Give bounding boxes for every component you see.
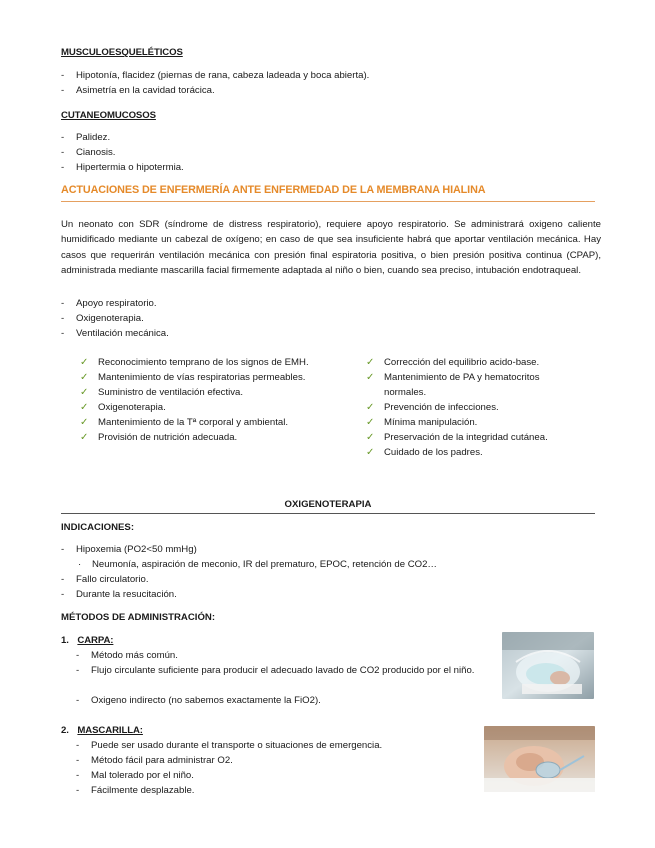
dash-bullet: - xyxy=(61,132,65,143)
dash-bullet: - xyxy=(76,665,80,676)
section-rule xyxy=(61,513,595,514)
check-item: ✓ Mínima manipulación. xyxy=(366,417,478,428)
list-item: - Método más común. xyxy=(76,650,178,661)
oxygen-hood-photo xyxy=(502,632,594,699)
check-icon: ✓ xyxy=(366,357,375,368)
list-item: - Asimetría en la cavidad torácica. xyxy=(61,85,215,96)
carpa-title: CARPA: xyxy=(77,635,114,646)
dash-bullet: - xyxy=(76,740,80,751)
list-item: - Fallo circulatorio. xyxy=(61,574,149,585)
list-item: - Oxigenoterapia. xyxy=(61,313,144,324)
list-item: - Durante la resucitación. xyxy=(61,589,177,600)
check-icon: ✓ xyxy=(366,417,375,428)
check-item: ✓ Preservación de la integridad cutánea. xyxy=(366,432,548,443)
carpa-list xyxy=(76,648,481,708)
section-title-musculo: MUSCULOESQUELÉTICOS xyxy=(61,47,183,58)
check-item: ✓ Prevención de infecciones. xyxy=(366,402,499,413)
list-item: - Palidez. xyxy=(61,132,111,143)
list-item: - Hipertermia o hipotermia. xyxy=(61,162,184,173)
list-item: · Neumonía, aspiración de meconio, IR del prematuro, EPOC, retención de CO2… xyxy=(78,559,438,570)
dash-bullet: - xyxy=(61,544,65,555)
section-title-cutaneo: CUTANEOMUCOSOS xyxy=(61,110,156,121)
dash-bullet: - xyxy=(61,70,65,81)
check-item: ✓ Mantenimiento de vías respiratorias permeables. xyxy=(80,372,306,383)
list-item: - Método fácil para administrar O2. xyxy=(76,755,233,766)
dash-bullet: - xyxy=(76,785,80,796)
dash-bullet: - xyxy=(76,650,80,661)
list-item: - Flujo circulante suficiente para producir el adecuado lavado de CO2 producido por el niño. xyxy=(76,665,475,676)
section-title-oxigenoterapia: OXIGENOTERAPIA xyxy=(284,499,372,510)
list-item: - Fácilmente desplazable. xyxy=(76,785,195,796)
section-rule xyxy=(61,201,595,202)
check-icon: ✓ xyxy=(80,432,89,443)
check-icon: ✓ xyxy=(80,357,89,368)
dash-bullet: - xyxy=(61,298,65,309)
check-icon: ✓ xyxy=(366,372,375,383)
checklist-right xyxy=(366,355,576,460)
mascarilla-title: MASCARILLA: xyxy=(77,725,143,736)
check-item: ✓ Oxigenoterapia. xyxy=(80,402,166,413)
indicaciones-title: INDICACIONES: xyxy=(61,522,135,533)
list-item: - Oxigeno indirecto (no sabemos exactamente la FiO2). xyxy=(76,695,321,706)
list-item: - Mal tolerado por el niño. xyxy=(76,770,194,781)
dash-bullet: - xyxy=(61,589,65,600)
dash-bullet: - xyxy=(76,770,80,781)
section-title-actuaciones: ACTUACIONES DE ENFERMERÍA ANTE ENFERMEDAD DE LA MEMBRANA HIALINA xyxy=(61,184,486,196)
check-icon: ✓ xyxy=(366,432,375,443)
dash-bullet: - xyxy=(61,162,65,173)
check-icon: ✓ xyxy=(366,447,375,458)
indicaciones-list xyxy=(61,542,437,602)
list-item: - Apoyo respiratorio. xyxy=(61,298,157,309)
mascarilla-heading xyxy=(61,723,143,738)
checklist-left xyxy=(80,355,320,445)
dash-bullet: - xyxy=(76,755,80,766)
list-item: - Hipoxemia (PO2<50 mmHg) xyxy=(61,544,197,555)
check-item: ✓ Corrección del equilibrio acido-base. xyxy=(366,357,540,368)
list-item: - Ventilación mecánica. xyxy=(61,328,169,339)
actuaciones-list xyxy=(61,296,169,341)
list-item: - Cianosis. xyxy=(61,147,116,158)
check-icon: ✓ xyxy=(366,402,375,413)
carpa-number: 1. xyxy=(61,635,69,646)
oxygen-mask-photo xyxy=(484,726,595,792)
mascarilla-list xyxy=(76,738,382,798)
dash-bullet: - xyxy=(61,85,65,96)
oxygen-mask-illustration xyxy=(484,726,595,792)
actuaciones-paragraph: Un neonato con SDR (síndrome de distress respiratorio), requiere apoyo respiratorio. Se administrará oxigeno caliente humidificado mediante un cabezal de oxígeno; en caso de que sea insuficiente habrá que aportar ventilación mecánica. Hay casos que requerirán ventilación mecánica con presión final espiratoria positiva, o bien presión positiva continua (CPAP), administrada mediante mascarilla facial firmemente adaptada al niño o bien, cuando sea preciso, intubación endotraqueal. xyxy=(61,219,601,276)
dash-bullet: - xyxy=(61,574,65,585)
dash-bullet: - xyxy=(61,147,65,158)
check-item: ✓ Mantenimiento de la Tª corporal y ambiental. xyxy=(80,417,289,428)
dash-bullet: - xyxy=(76,695,80,706)
oxygen-hood-illustration xyxy=(502,632,594,699)
cutaneo-list xyxy=(61,130,184,175)
check-icon: ✓ xyxy=(80,372,89,383)
list-item: - Puede ser usado durante el transporte o situaciones de emergencia. xyxy=(76,740,383,751)
check-item: ✓ Provisión de nutrición adecuada. xyxy=(80,432,238,443)
dash-bullet: - xyxy=(61,328,65,339)
check-icon: ✓ xyxy=(80,387,89,398)
dash-bullet: - xyxy=(61,313,65,324)
check-item: ✓ Suministro de ventilación efectiva. xyxy=(80,387,244,398)
carpa-heading xyxy=(61,633,113,648)
list-item: - Hipotonía, flacidez (piernas de rana, cabeza ladeada y boca abierta). xyxy=(61,70,370,81)
check-icon: ✓ xyxy=(80,417,89,428)
dot-bullet: · xyxy=(78,559,82,570)
metodos-title: MÉTODOS DE ADMINISTRACIÓN: xyxy=(61,612,216,623)
check-item: ✓ Reconocimiento temprano de los signos de EMH. xyxy=(80,357,309,368)
check-item: ✓ Mantenimiento de PA y hematocritos normales. xyxy=(366,372,540,398)
check-icon: ✓ xyxy=(80,402,89,413)
mascarilla-number: 2. xyxy=(61,725,69,736)
check-item: ✓ Cuidado de los padres. xyxy=(366,447,483,458)
musculo-list xyxy=(61,68,369,98)
